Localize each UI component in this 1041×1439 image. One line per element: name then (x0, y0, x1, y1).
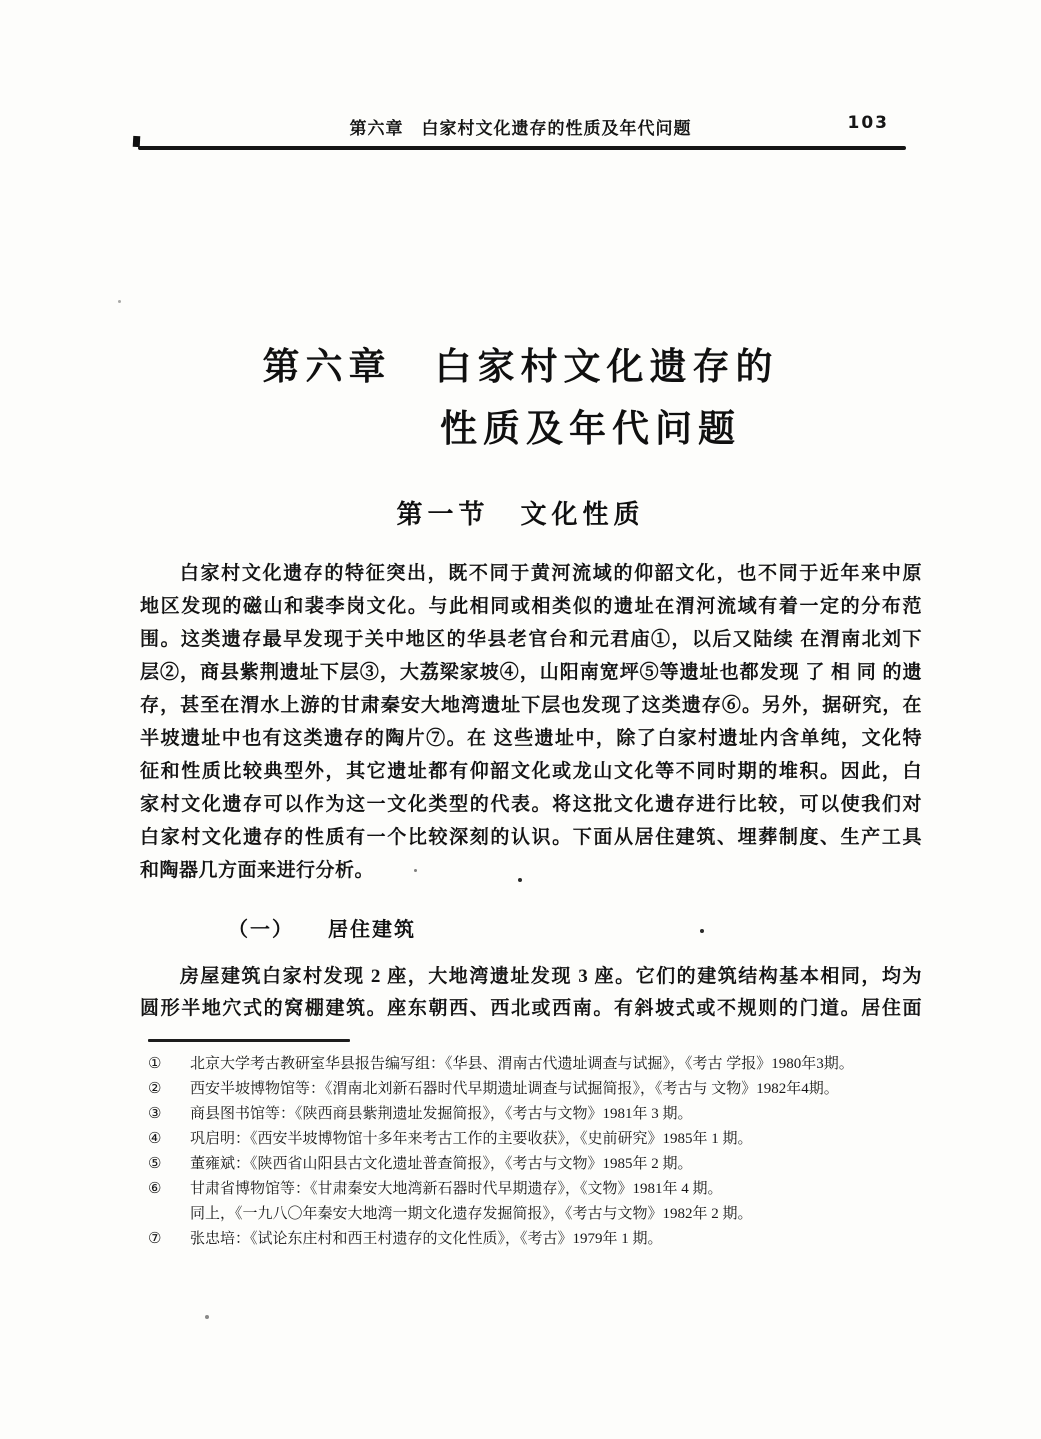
paragraph-1 (140, 557, 922, 887)
footnote-marker: ① (148, 1056, 162, 1072)
footnote-separator-rule (148, 1039, 350, 1042)
footnote-text: 西安半坡博物馆等：《渭南北刘新石器时代早期遗址调查与试掘简报》，《考古与 文物》1982年4期。 (190, 1081, 839, 1097)
footnote-row (148, 1152, 926, 1177)
subsection-numbering: （一） (228, 917, 294, 941)
paragraph-2 (140, 961, 922, 1025)
scan-speck (518, 878, 522, 882)
footnote-row (148, 1052, 926, 1077)
footnote-row (148, 1177, 926, 1202)
chapter-title-line1: 第六章 白家村文化遗存的 (262, 345, 779, 388)
footnote-row (148, 1102, 926, 1127)
scan-speck (205, 1315, 209, 1319)
chapter-title (0, 336, 1041, 460)
body-line: 圆形半地穴式的窝棚建筑。座东朝西、西北或西南。有斜坡式或不规则的门道。居住面 (140, 998, 922, 1019)
section-title: 第一节 文化性质 (396, 500, 645, 530)
footnote-text: 巩启明：《西安半坡博物馆十多年来考古工作的主要收获》，《史前研究》1985年 1 期。 (190, 1131, 753, 1147)
body-line: 层②，商县紫荆遗址下层③，大荔梁家坡④，山阳南宽坪⑤等遗址也都发现 了 相 同 的遗 (140, 662, 922, 683)
footnote-marker: ⑦ (148, 1231, 162, 1247)
scan-speck (414, 869, 417, 872)
body-line: 房屋建筑白家村发现 2 座，大地湾遗址发现 3 座。它们的建筑结构基本相同，均为 (179, 966, 922, 987)
body-line: 存，甚至在渭水上游的甘肃秦安大地湾遗址下层也发现了这类遗存⑥。另外，据研究，在 (140, 695, 922, 716)
footnote-marker: ⑥ (148, 1181, 162, 1197)
running-header-title: 第六章 白家村文化遗存的性质及年代问题 (349, 119, 692, 139)
body-line: 征和性质比较典型外，其它遗址都有仰韶文化或龙山文化等不同时期的堆积。因此，白 (140, 761, 922, 782)
body-line: 白家村文化遗存的性质有一个比较深刻的认识。下面从居住建筑、埋葬制度、生产工具 (140, 827, 922, 848)
footnotes (148, 1052, 926, 1252)
body-line: 和陶器几方面来进行分析。 (140, 860, 375, 881)
footnote-marker: ③ (148, 1106, 162, 1122)
body-line: 白家村文化遗存的特征突出，既不同于黄河流域的仰韶文化，也不同于近年来中原 (179, 563, 922, 584)
footnote-row (148, 1127, 926, 1152)
footnote-text: 张忠培：《试论东庄村和西王村遗存的文化性质》，《考古》1979年 1 期。 (190, 1231, 663, 1247)
header-rule (138, 146, 906, 150)
footnote-text: 商县图书馆等：《陕西商县紫荆遗址发掘简报》，《考古与文物》1981年 3 期。 (190, 1106, 693, 1122)
body-line: 围。这类遗存最早发现于关中地区的华县老官台和元君庙①，以后又陆续 在渭南北刘下 (140, 629, 922, 650)
body-line: 家村文化遗存可以作为这一文化类型的代表。将这批文化遗存进行比较，可以使我们对 (140, 794, 922, 815)
footnote-text: 董雍斌：《陕西省山阳县古文化遗址普查简报》，《考古与文物》1985年 2 期。 (190, 1156, 693, 1172)
footnote-marker: ⑤ (148, 1156, 162, 1172)
footnote-text: 北京大学考古教研室华县报告编写组：《华县、渭南古代遗址调查与试掘》，《考古 学报》1980年3期。 (190, 1056, 854, 1072)
body-line: 地区发现的磁山和裴李岗文化。与此相同或相类似的遗址在渭河流域有着一定的分布范 (140, 596, 922, 617)
footnote-marker (148, 1202, 190, 1227)
footnote-text: 甘肃省博物馆等：《甘肃秦安大地湾新石器时代早期遗存》，《文物》1981年 4 期。 (190, 1181, 723, 1197)
scan-speck (118, 300, 121, 303)
chapter-title-line2: 性质及年代问题 (440, 407, 741, 450)
page-number: 103 (847, 113, 889, 133)
footnote-text: 同上，《一九八〇年秦安大地湾一期文化遗存发掘简报》，《考古与文物》1982年 2 期。 (190, 1206, 753, 1222)
footnote-row (148, 1077, 926, 1102)
footnote-row (148, 1227, 926, 1252)
subsection-heading (228, 913, 416, 942)
footnote-marker: ② (148, 1081, 162, 1097)
scan-speck (700, 929, 704, 933)
footnote-row-continuation (148, 1202, 926, 1227)
body-line: 半坡遗址中也有这类遗存的陶片⑦。在 这些遗址中，除了白家村遗址内含单纯，文化特 (140, 728, 922, 749)
subsection-title: 居住建筑 (328, 917, 416, 941)
footnote-marker: ④ (148, 1131, 162, 1147)
